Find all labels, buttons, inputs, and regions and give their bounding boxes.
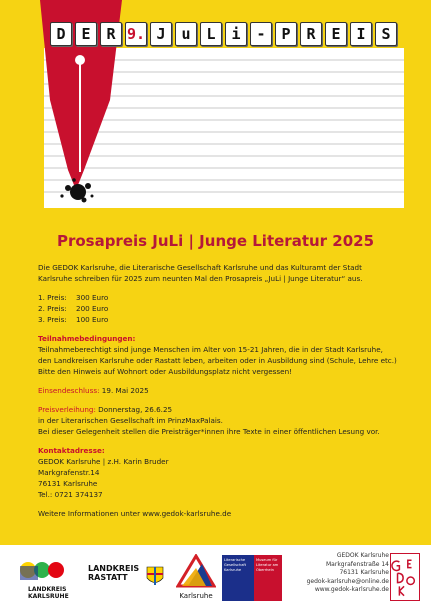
award-section [38, 404, 398, 437]
footer-address [307, 552, 389, 595]
intro-text: Die GEDOK Karlsruhe, die Literarische Gesellschaft Karlsruhe und das Kulturamt der Stadt Karlsruhe schreiben für 2025 zum neunten Mal den Prosapreis „JuLi | Junge Literatur“ aus. [38, 263, 363, 283]
conditions-text: Teilnahmeberechtigt sind junge Menschen im Alter von 15-21 Jahren, die in der Stadt Karlsruhe, den Landkreisen Karlsruhe oder Rastatt leben, arbeiten oder in Ausbildung sind (Schule, Lehre etc.) Bitte den Hinweis auf Wohnort oder Ausbildungsplatz nicht vergessen! [38, 345, 397, 376]
museum-text: Museum für Literatur am Oberrhein [256, 558, 279, 572]
deadline-date: 19. Mai 2025 [99, 386, 149, 395]
title-tiles [50, 22, 397, 48]
title-tile: R [300, 22, 322, 46]
landkreis-rastatt-logo [88, 564, 168, 596]
karlsruhe-city-logo [176, 554, 216, 602]
award-label: Preisverleihung: [38, 405, 96, 414]
karlsruhe-emblem [176, 554, 216, 588]
contact-line: GEDOK Karlsruhe | z.H. Karin Bruder [38, 457, 169, 466]
rastatt-coat-of-arms [146, 566, 164, 588]
deadline-section [38, 385, 398, 396]
announcement-body [38, 262, 398, 527]
title-tile: - [250, 22, 272, 46]
footer-address-line: GEDOK Karlsruhe [336, 552, 389, 559]
prize-item [38, 292, 398, 303]
landkreis-karlsruhe-logo [18, 560, 68, 600]
award-place: in der Literarischen Gesellschaft im PrinzMaxPalais. [38, 416, 223, 425]
title-tile: L [200, 22, 222, 46]
contact-line: 76131 Karlsruhe [38, 479, 98, 488]
prize-list [38, 292, 398, 325]
prize-amount: 100 Euro [76, 315, 109, 324]
award-note: Bei dieser Gelegenheit stellen die Preisträger*innen ihre Texte in einer öffentlichen Lesung vor. [38, 427, 380, 436]
landkreis-karlsruhe-text: LANDKREIS KARLSRUHE [28, 586, 69, 600]
karlsruhe-text: Karlsruhe [179, 592, 213, 600]
footer-address-line: 76131 Karlsruhe [339, 569, 389, 576]
prize-place: 1. Preis: [38, 293, 67, 302]
footer-address-line: gedok-karlsruhe@online.de [306, 577, 389, 585]
prize-place: 3. Preis: [38, 315, 67, 324]
contact-section [38, 445, 398, 500]
prize-amount: 300 Euro [76, 293, 109, 302]
contact-line: Tel.: 0721 374137 [38, 490, 103, 499]
page-title: Prosapreis JuLi | Junge Literatur 2025 [56, 232, 375, 250]
title-tile: i [225, 22, 247, 46]
gedok-logo [390, 553, 420, 601]
footer-address-line: Markgrafenstraße 14 [326, 560, 389, 568]
landkreis-karlsruhe-emblem [18, 560, 68, 582]
prize-item [38, 303, 398, 314]
conditions-section [38, 333, 398, 377]
literarische-gesellschaft-logo [222, 555, 282, 601]
contact-line: Markgrafenstr.14 [38, 468, 100, 477]
conditions-label: Teilnahmebedingungen: [38, 334, 136, 343]
contact-label: Kontaktadresse: [38, 446, 105, 455]
deadline-label: Einsendeschluss: [38, 386, 100, 395]
title-tile: R [100, 22, 122, 46]
prize-place: 2. Preis: [38, 304, 67, 313]
title-tile: E [325, 22, 347, 46]
title-tile: J [150, 22, 172, 46]
title-tile-number: 9. [125, 22, 147, 46]
title-tile: D [50, 22, 72, 46]
title-tile: S [375, 22, 397, 46]
award-date: Donnerstag, 26.6.25 [95, 405, 173, 414]
more-info: Weitere Informationen unter www.gedok-karlsruhe.de [38, 509, 232, 518]
prize-item [38, 314, 398, 325]
literarische-gesellschaft-text: Literarische Gesellschaft Karlsruhe [224, 558, 247, 572]
footer-address-line: www.gedok-karlsruhe.de [314, 586, 389, 593]
title-tile: I [350, 22, 372, 46]
title-tile: E [75, 22, 97, 46]
landkreis-rastatt-text: LANDKREIS RASTATT [88, 564, 140, 582]
prize-amount: 200 Euro [76, 304, 109, 313]
title-tile: P [275, 22, 297, 46]
title-tile: u [175, 22, 197, 46]
